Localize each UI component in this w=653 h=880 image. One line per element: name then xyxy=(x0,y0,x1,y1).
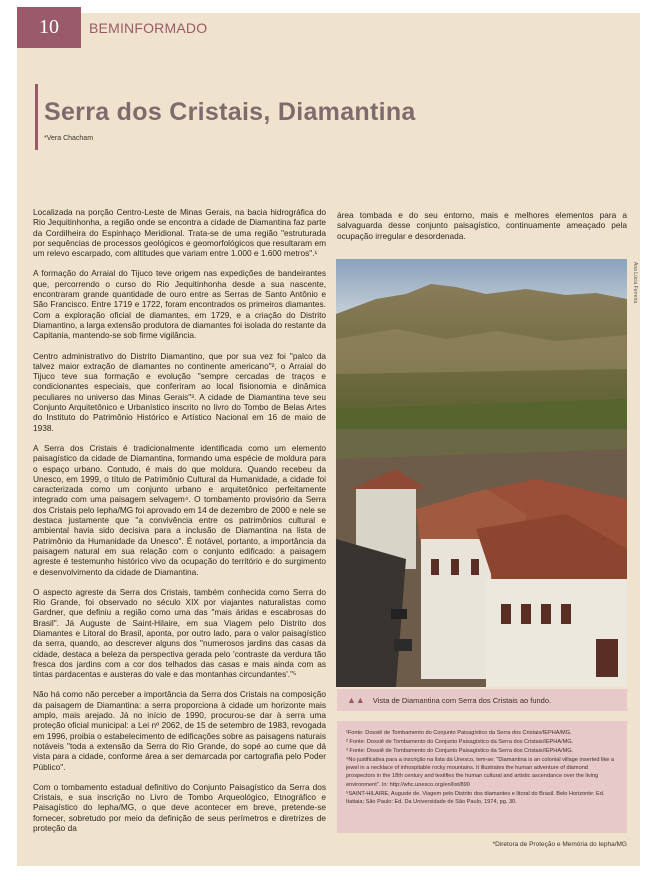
paragraph: A formação do Arraial do Tijuco teve origem nas expedições de bandeirantes que, percorrendo o curso do Rio Jequitinhonha desde a sua nascente, encontraram grande quantidade de ouro entre as Serras de Santo Antônio e São Francisco. Entre 1719 e 1722, foram encontrados os primeiros diamantes. Com a exploração oficial de diamantes, em 1729, e a criação do Distrito Diamantino, a larga extensão produtora de diamantes foi isolada do restante da Capitania, mantendo-se sob firme vigilância. xyxy=(33,268,326,341)
footnote: ⁴No justificativa para a inscrição na lista da Unesco, tem-se: "Diamantina is an colonial village inserted like a jewel in a necklace of inhospitable rocky mountains. It illustrates the human adventure of diamond prospectors in the 18th century and testifies the human cultural and artistic ascendance over the living environment". In: http://whc.unesco.org/en/list/890 xyxy=(346,757,615,788)
footnote: ³ Fonte: Dossiê de Tombamento do Conjunto Paisagístico da Serra dos Cristais/IEPHA/MG. xyxy=(346,748,574,755)
paragraph: A Serra dos Cristais é tradicionalmente identificada como um elemento paisagístico da cidade de Diamantina, formando uma espécie de moldura para o espaço urbano. Contudo, é mais do que moldura. Quando recebeu da Unesco, em 1999, o título de Patrimônio Cultural da Humanidade, a cidade foi caracterizada como um conjunto urbano e arquitetônico perfeitamente integrado com uma paisagem selvagem⁴. O tombamento provisório da Serra dos Cristais pelo Iepha/MG foi aprovado em 14 de dezembro de 2000 e nele se destaca justamente que "a convivência entre os patrimônios cultural e ambiental havia sido decisiva para a inclusão de Diamantina na lista de Patrimônio da Humanidade da Unesco". É notável, portanto, a importância da paisagem natural em sua relação com o conjunto edificado: a paisagem agreste é testemunho histórico vivo da ocupação do território e do surgimento e desenvolvimento da cidade de Diamantina. xyxy=(33,442,326,577)
landscape-illustration xyxy=(336,259,627,687)
diamantina-photo xyxy=(336,259,627,687)
paragraph: Localizada na porção Centro-Leste de Minas Gerais, na bacia hidrográfica do Rio Jequitinhonha, a região onde se encontra a cidade de Diamantina faz parte da Cordilheira do Espinhaço Meridional. Trata-se de uma região "estruturada por sequências de processos geológicos e geomorfológicos que resultaram em um relevo escarpado, com altitudes que variam entre 1.000 e 1.600 metros".¹ xyxy=(33,207,326,259)
article-author: *Vera Chacham xyxy=(44,135,94,142)
right-column-text: área tombada e do seu entorno, mais e melhores elementos para a salvaguarda desse conjunto paisagístico, continuamente ameaçado pela ocupação irregular e desordenada. xyxy=(337,210,627,241)
article-title: Serra dos Cristais, Diamantina xyxy=(44,98,416,126)
page-number: 10 xyxy=(17,7,81,48)
mountain-icon: ▲▲ xyxy=(347,695,365,705)
caption-text: Vista de Diamantina com Serra dos Cristais ao fundo. xyxy=(372,695,552,705)
paragraph: Com o tombamento estadual definitivo do Conjunto Paisagístico da Serra dos Cristais, e sua inscrição no Livro de Tombo Arqueológico, Etnográfico e Paisagístico do Iepha/MG, o que deve acontecer em breve, pretende-se fornecer, sobretudo por meio da definição de seus perímetros e diretrizes de proteção da xyxy=(33,781,326,834)
paragraph: Centro administrativo do Distrito Diamantino, que por sua vez foi "palco da talvez maior extração de diamantes no continente americano"², o Arraial do Tijuco teve sua formação e evolução "sempre cercadas de traços e condicionantes especiais, que conferiram ao local fisionomia e dinâmica peculiares no universo das Minas Gerais"³. A cidade de Diamantina teve seu Conjunto Arquitetônico e Urbanístico inscrito no livro do Tombo de Belas Artes do Instituto do Patrimônio Histórico e Artístico Nacional em 16 de maio de 1938. xyxy=(33,350,326,433)
photo-caption xyxy=(337,689,627,711)
footnotes-box xyxy=(337,721,627,833)
title-accent-bar xyxy=(35,84,38,150)
section-label: BEMINFORMADO xyxy=(89,20,208,36)
paragraph: O aspecto agreste da Serra dos Cristais, também conhecida como Serra do Rio Grande, foi observado no século XIX por viajantes naturalistas como Gardner, que definiu a região como uma das "mais áridas e escabrosas do Brasil". Já Auguste de Saint-Hilaire, em sua Viagem pelo Distrito dos Diamantes e Litoral do Brasil, aponta, por outro lado, para o valor paisagístico da serra, quando, ao descrever alguns dos "numerosos jardins das casas da cidade, destaca a beleza da perspectiva gerada pelo 'contraste da verdura tão fresca dos jardins com a cor dos telhados das casas e mais ainda com as tintas pardacentas e austeras do vale e das montanhas circundantes'."⁵ xyxy=(33,586,326,680)
paragraph: Não há como não perceber a importância da Serra dos Cristais na composição da paisagem de Diamantina: a serra proporciona à cidade um horizonte mais amplo, mais arejado. Já no início de 1990, procurou-se dar à serra uma proteção oficial municipal: a Lei nº 2062, de 15 de setembro de 1983, revogada em 1996, proibia o estabelecimento de edificações sobre as paisagens naturais notáveis "toda a extensão da Serra do Rio Grande, do sopé ao cume que dá vista para a cidade, conforme área a ser demarcada por cartografia pelo Poder Público". xyxy=(33,689,326,772)
footnote: ¹Fonte: Dossiê de Tombamento do Conjunto Paisagístico da Serra dos Cristais/IEPHA/MG. xyxy=(346,730,572,736)
left-column xyxy=(33,207,326,843)
footnote: ⁵SAINT-HILAIRE, Auguste de. Viagem pelo Distrito dos diamantes e litoral do Brasil. Belo Horizonte: Ed. Itatiaia; São Paulo: Ed. Da Universidade de São Paulo, 1974, pg. 30. xyxy=(346,790,605,805)
photo-credit: Ana Lúcia Ferreira xyxy=(632,262,638,304)
footnote: ² Fonte: Dossiê de Tombamento do Conjunto Paisagístico da Serra dos Cristais/IEPHA/MG. xyxy=(346,739,574,746)
author-footnote: *Diretora de Proteção e Memória do Iepha/MG xyxy=(492,841,627,848)
